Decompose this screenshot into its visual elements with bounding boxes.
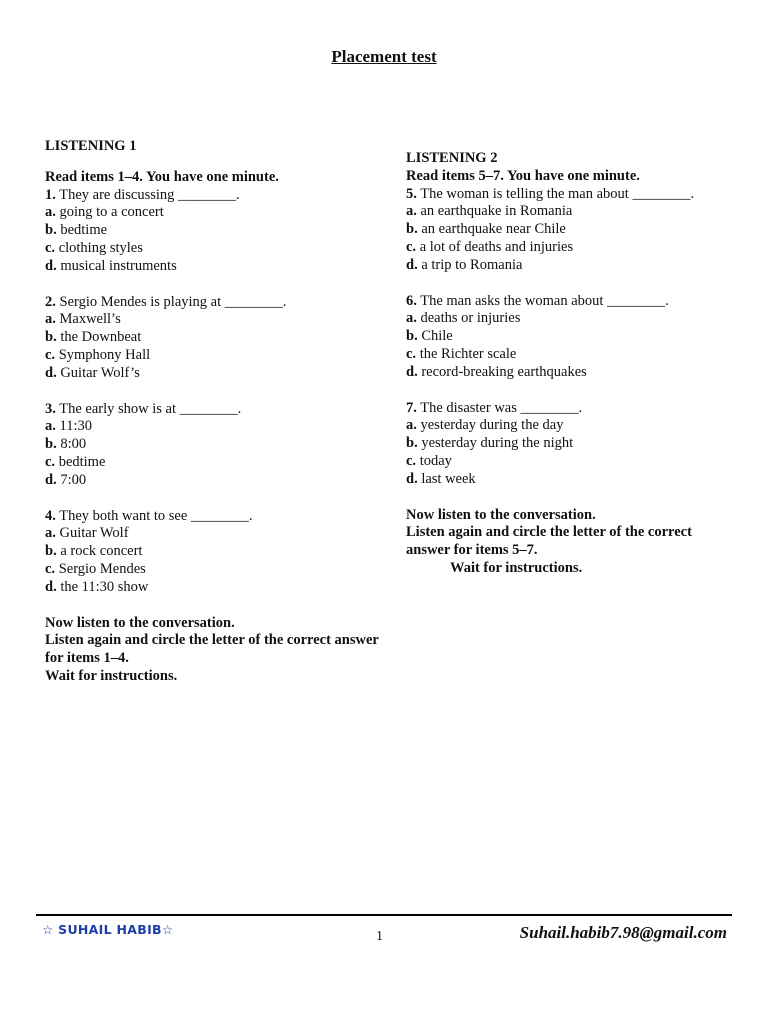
question-text: The man asks the woman about ________.	[416, 292, 669, 309]
option: c. Symphony Hall	[45, 346, 151, 363]
footer-email: Suhail.habib7.98@gmail.com	[519, 923, 727, 942]
option: a. deaths or injuries	[406, 310, 521, 327]
option: b. the Downbeat	[45, 329, 142, 346]
option: a. Guitar Wolf	[45, 525, 129, 542]
option: b. Chile	[406, 328, 453, 345]
option: a. Maxwell’s	[45, 311, 121, 328]
option: c. bedtime	[45, 453, 106, 470]
page-title: Placement test	[331, 47, 437, 66]
option: d. the 11:30 show	[45, 578, 149, 595]
option: c. clothing styles	[45, 239, 143, 256]
option: d. 7:00	[45, 471, 87, 488]
question-6	[406, 293, 726, 382]
question-5	[406, 186, 726, 275]
option: d. last week	[406, 470, 476, 487]
footer-author: ☆ SUHAIL HABIB☆	[42, 922, 174, 937]
option: d. a trip to Romania	[406, 256, 523, 273]
closing-instructions: Now listen to the conversation. Listen again and circle the letter of the correct answer for items 5–7. Wait for instructions.	[406, 506, 692, 576]
question-text: The disaster was ________.	[416, 399, 583, 416]
question-3	[45, 401, 385, 490]
question-number: 5.	[406, 185, 417, 202]
question-text: The woman is telling the man about ________.	[416, 185, 695, 202]
question-2	[45, 294, 385, 383]
question-7	[406, 400, 726, 489]
question-number: 2.	[45, 293, 56, 310]
question-number: 4.	[45, 507, 56, 524]
closing-instructions: Now listen to the conversation. Listen again and circle the letter of the correct answer for items 1–4. Wait for instructions.	[45, 614, 379, 684]
question-text: Sergio Mendes is playing at ________.	[55, 293, 287, 310]
footer-divider	[36, 914, 732, 916]
listening-2-section	[406, 150, 726, 578]
question-number: 1.	[45, 186, 56, 203]
section-heading: LISTENING 1	[45, 138, 137, 154]
option: a. 11:30	[45, 418, 92, 435]
option: a. an earthquake in Romania	[406, 203, 573, 220]
option: d. record-breaking earthquakes	[406, 363, 587, 380]
option: b. 8:00	[45, 436, 87, 453]
section-instruction: Read items 1–4. You have one minute.	[45, 168, 279, 185]
option: b. bedtime	[45, 222, 108, 239]
option: b. an earthquake near Chile	[406, 221, 566, 238]
option: c. a lot of deaths and injuries	[406, 238, 574, 255]
question-text: They are discussing ________.	[55, 186, 240, 203]
question-1	[45, 187, 385, 276]
option: b. a rock concert	[45, 543, 143, 560]
section-instruction: Read items 5–7. You have one minute.	[406, 167, 640, 184]
question-number: 3.	[45, 400, 56, 417]
option: b. yesterday during the night	[406, 435, 574, 452]
option: d. Guitar Wolf’s	[45, 364, 140, 381]
listening-1-section	[45, 138, 385, 686]
question-4	[45, 508, 385, 597]
option: c. the Richter scale	[406, 345, 517, 362]
option: c. today	[406, 452, 452, 469]
question-number: 7.	[406, 399, 417, 416]
section-heading: LISTENING 2	[406, 150, 498, 166]
question-text: They both want to see ________.	[55, 507, 253, 524]
question-number: 6.	[406, 292, 417, 309]
option: c. Sergio Mendes	[45, 560, 146, 577]
option: a. yesterday during the day	[406, 417, 564, 434]
page-number: 1	[376, 929, 383, 944]
question-text: The early show is at ________.	[55, 400, 242, 417]
option: a. going to a concert	[45, 204, 164, 221]
option: d. musical instruments	[45, 257, 177, 274]
